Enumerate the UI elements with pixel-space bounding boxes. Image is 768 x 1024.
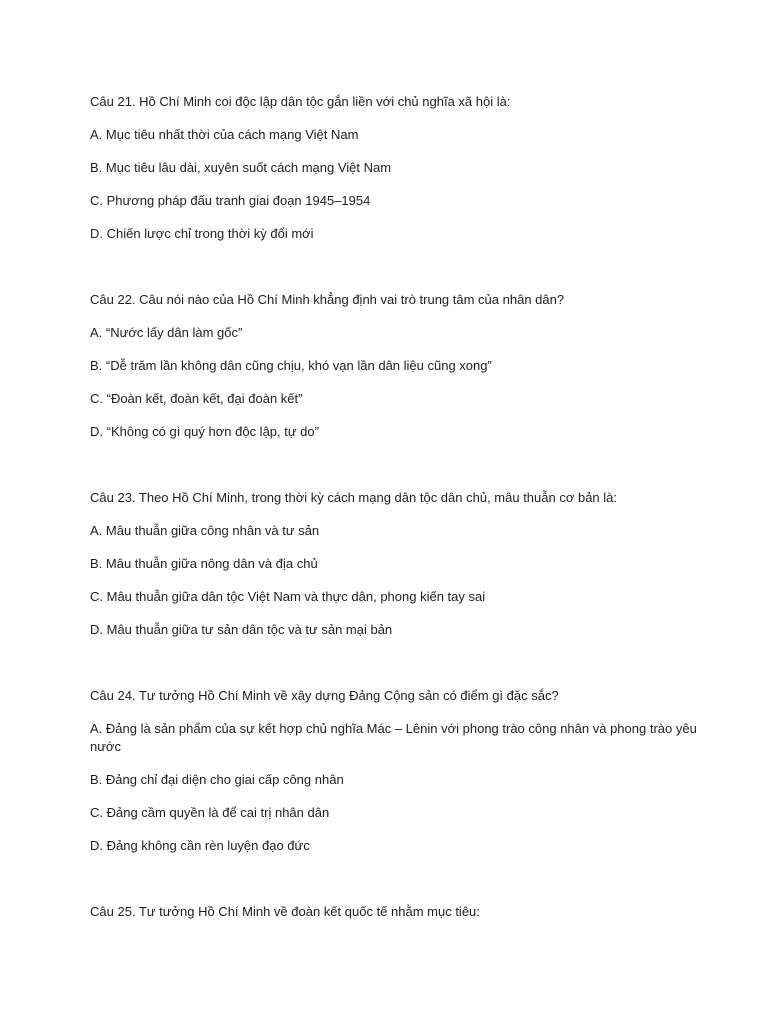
question-text: Câu 21. Hồ Chí Minh coi độc lập dân tộc gắn liền với chủ nghĩa xã hội là:	[90, 94, 511, 109]
option-c: C. “Đoàn kết, đoàn kết, đại đoàn kết”	[90, 391, 303, 406]
option-c: C. Phương pháp đấu tranh giai đoạn 1945–1954	[90, 193, 371, 208]
option-a: A. “Nước lấy dân làm gốc”	[90, 325, 243, 340]
option-a: A. Mâu thuẫn giữa công nhân và tư sản	[90, 523, 320, 538]
option-d: D. Chiến lược chỉ trong thời kỳ đổi mới	[90, 226, 314, 241]
option-d: D. Mâu thuẫn giữa tư sản dân tộc và tư sản mại bản	[90, 622, 393, 637]
option-list	[90, 324, 708, 441]
option-d: D. “Không có gì quý hơn độc lập, tự do”	[90, 424, 319, 439]
option-b: B. “Dễ trăm lần không dân cũng chịu, khó vạn lần dân liệu cũng xong”	[90, 358, 492, 373]
option-list	[90, 126, 708, 243]
question-text: Câu 25. Tư tưởng Hồ Chí Minh về đoàn kết quốc tế nhằm mục tiêu:	[90, 904, 480, 919]
question-24	[90, 687, 708, 855]
option-list	[90, 720, 708, 855]
question-25	[90, 903, 708, 921]
question-21	[90, 93, 708, 243]
option-a: A. Đảng là sản phẩm của sự kết hợp chủ nghĩa Mác – Lênin với phong trào công nhân và phong trào yêu nước	[90, 721, 697, 754]
question-23	[90, 489, 708, 639]
question-text: Câu 23. Theo Hồ Chí Minh, trong thời kỳ cách mạng dân tộc dân chủ, mâu thuẫn cơ bản là:	[90, 490, 618, 505]
option-c: C. Mâu thuẫn giữa dân tộc Việt Nam và thực dân, phong kiến tay sai	[90, 589, 486, 604]
option-b: B. Đảng chỉ đại diện cho giai cấp công nhân	[90, 772, 344, 787]
option-d: D. Đảng không cần rèn luyện đạo đức	[90, 838, 310, 853]
option-b: B. Mục tiêu lâu dài, xuyên suốt cách mạng Việt Nam	[90, 160, 392, 175]
option-a: A. Mục tiêu nhất thời của cách mạng Việt Nam	[90, 127, 359, 142]
question-text: Câu 24. Tư tưởng Hồ Chí Minh về xây dựng Đảng Cộng sản có điểm gì đặc sắc?	[90, 688, 559, 703]
option-list	[90, 522, 708, 639]
option-c: C. Đảng cầm quyền là để cai trị nhân dân	[90, 805, 330, 820]
question-text: Câu 22. Câu nói nào của Hồ Chí Minh khẳng định vai trò trung tâm của nhân dân?	[90, 292, 565, 307]
option-b: B. Mâu thuẫn giữa nông dân và địa chủ	[90, 556, 318, 571]
question-22	[90, 291, 708, 441]
